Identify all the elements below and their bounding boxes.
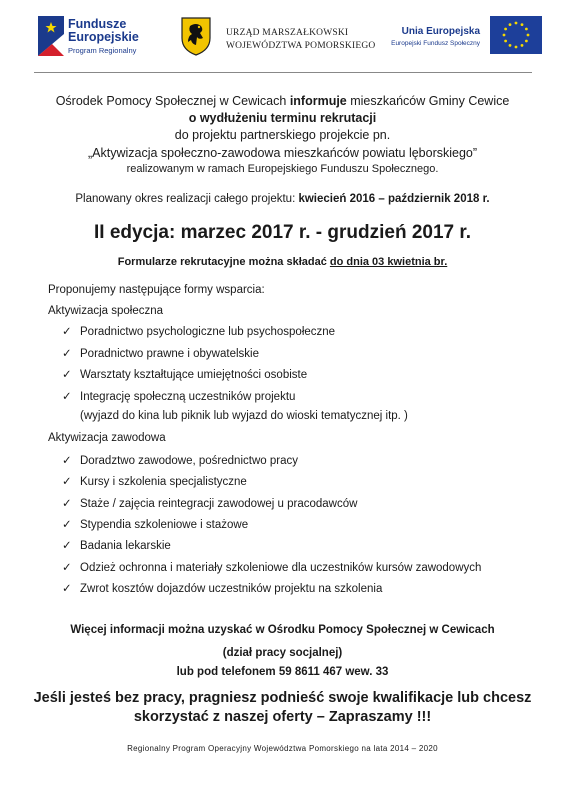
list-item bbox=[62, 324, 335, 338]
footer-program: Regionalny Program Operacyjny Województwa Pomorskiego na lata 2014 – 2020 bbox=[127, 744, 438, 753]
list-item bbox=[62, 517, 248, 531]
intro-line1-a: Ośrodek Pomocy Społecznej w Cewicach bbox=[55, 94, 290, 108]
forms-deadline-text: Formularze rekrutacyjne można składać bbox=[117, 256, 330, 268]
social-activation-heading: Aktywizacja społeczna bbox=[48, 305, 164, 317]
list-item-text: Stypendia szkoleniowe i stażowe bbox=[80, 519, 249, 531]
list-item bbox=[62, 453, 298, 467]
eu-star-icon bbox=[503, 34, 506, 37]
fe-logo-line1: Fundusze bbox=[68, 17, 127, 31]
pom-logo-line2: WOJEWÓDZTWA POMORSKIEGO bbox=[226, 41, 376, 51]
forms-deadline-date: do dnia 03 kwietnia br. bbox=[329, 256, 448, 268]
urzad-marszalkowski-logo bbox=[180, 14, 380, 64]
intro-line1-c: mieszkańców Gminy Cewice bbox=[346, 94, 510, 108]
eu-star-icon bbox=[515, 46, 518, 49]
list-item-text: Doradztwo zawodowe, pośrednictwo pracy bbox=[80, 455, 298, 467]
eu-star-icon bbox=[525, 40, 528, 43]
eu-star-icon bbox=[521, 23, 524, 26]
list-item-text: Poradnictwo psychologiczne lub psychospołeczne bbox=[80, 326, 336, 338]
intro-line2: o wydłużeniu terminu rekrutacji bbox=[188, 111, 377, 125]
intro-line1 bbox=[0, 94, 565, 108]
list-item-text: Kursy i szkolenia specjalistyczne bbox=[80, 476, 247, 488]
list-item-text: Zwrot kosztów dojazdów uczestników projektu na szkolenia bbox=[80, 583, 383, 595]
checkmark-icon: ✓ bbox=[62, 519, 72, 531]
eu-logo-line2: Europejski Fundusz Społeczny bbox=[391, 40, 480, 47]
list-item bbox=[62, 367, 307, 381]
slogan-line1: Jeśli jesteś bez pracy, pragniesz podnieść swoje kwalifikacje lub chcesz bbox=[33, 690, 532, 706]
contact-line2: (dział pracy socjalnej) bbox=[222, 647, 343, 659]
fundusze-europejskie-flag-icon bbox=[38, 16, 64, 56]
list-item-text: Integrację społeczną uczestników projektu bbox=[80, 391, 296, 403]
checkmark-icon: ✓ bbox=[62, 540, 72, 552]
list-item-text: Poradnictwo prawne i obywatelskie bbox=[80, 348, 259, 360]
eu-star-icon bbox=[527, 34, 530, 37]
checkmark-icon: ✓ bbox=[62, 583, 72, 595]
eu-star-icon bbox=[509, 23, 512, 26]
header-logos bbox=[30, 10, 540, 68]
checkmark-icon: ✓ bbox=[62, 498, 72, 510]
header-divider bbox=[34, 72, 532, 73]
list-item-text: Odzież ochronna i materiały szkoleniowe dla uczestników kursów zawodowych bbox=[80, 562, 482, 574]
checkmark-icon: ✓ bbox=[62, 326, 72, 338]
checkmark-icon: ✓ bbox=[62, 476, 72, 488]
checkmark-icon: ✓ bbox=[62, 562, 72, 574]
list-item bbox=[62, 389, 295, 403]
list-item bbox=[62, 538, 171, 552]
eu-star-icon bbox=[525, 28, 528, 31]
eu-star-icon bbox=[515, 22, 518, 25]
slogan-line2: skorzystać z naszej oferty – Zapraszamy !!! bbox=[133, 709, 432, 725]
contact-phone: lub pod telefonem 59 8611 467 wew. 33 bbox=[176, 666, 389, 678]
fe-logo-line2: Europejskie bbox=[68, 30, 139, 44]
checkmark-icon: ✓ bbox=[62, 348, 72, 360]
checkmark-icon: ✓ bbox=[62, 369, 72, 381]
project-period-value: kwiecień 2016 – październik 2018 r. bbox=[298, 193, 490, 205]
support-intro: Proponujemy następujące formy wsparcia: bbox=[48, 284, 265, 296]
pomorskie-griffin-crest-icon bbox=[180, 16, 212, 56]
intro-line3: do projektu partnerskiego projekcie pn. bbox=[174, 128, 391, 142]
eu-star-icon bbox=[504, 40, 507, 43]
project-period-label: Planowany okres realizacji całego projektu: bbox=[75, 193, 299, 205]
eu-star-icon bbox=[521, 44, 524, 47]
edition-heading: II edycja: marzec 2017 r. - grudzień 2017 r. bbox=[93, 222, 472, 243]
intro-line1-informuje: informuje bbox=[289, 94, 347, 108]
eu-stars-icon bbox=[490, 16, 542, 54]
list-item-text: Warsztaty kształtujące umiejętności osobiste bbox=[80, 369, 308, 381]
list-item-text: Badania lekarskie bbox=[80, 540, 171, 552]
unia-europejska-logo bbox=[382, 16, 542, 62]
eu-flag-icon bbox=[490, 16, 542, 54]
list-item bbox=[62, 560, 481, 574]
pom-logo-line1: URZĄD MARSZAŁKOWSKI bbox=[226, 28, 349, 38]
list-item-text: Staże / zajęcia reintegracji zawodowej u pracodawców bbox=[80, 498, 358, 510]
fundusze-europejskie-logo bbox=[38, 14, 158, 64]
eu-logo-line1: Unia Europejska bbox=[401, 26, 480, 37]
checkmark-icon: ✓ bbox=[62, 455, 72, 467]
list-item bbox=[62, 581, 382, 595]
fe-logo-line3: Program Regionalny bbox=[68, 46, 137, 55]
list-item bbox=[62, 346, 259, 360]
vocational-activation-heading: Aktywizacja zawodowa bbox=[48, 432, 166, 444]
intro-line5: realizowanym w ramach Europejskiego Funduszu Społecznego. bbox=[126, 163, 439, 175]
forms-deadline bbox=[0, 256, 565, 268]
checkmark-icon: ✓ bbox=[62, 391, 72, 403]
integration-note: (wyjazd do kina lub piknik lub wyjazd do wioski tematycznej itp. ) bbox=[80, 410, 408, 422]
contact-line1: Więcej informacji można uzyskać w Ośrodku Pomocy Społecznej w Cewicach bbox=[70, 624, 495, 636]
list-item bbox=[62, 474, 247, 488]
list-item bbox=[62, 496, 357, 510]
eu-star-icon bbox=[504, 28, 507, 31]
eu-star-icon bbox=[509, 44, 512, 47]
project-period bbox=[0, 193, 565, 205]
project-title: „Aktywizacja społeczno-zawodowa mieszkańców powiatu lęborskiego” bbox=[87, 146, 478, 160]
